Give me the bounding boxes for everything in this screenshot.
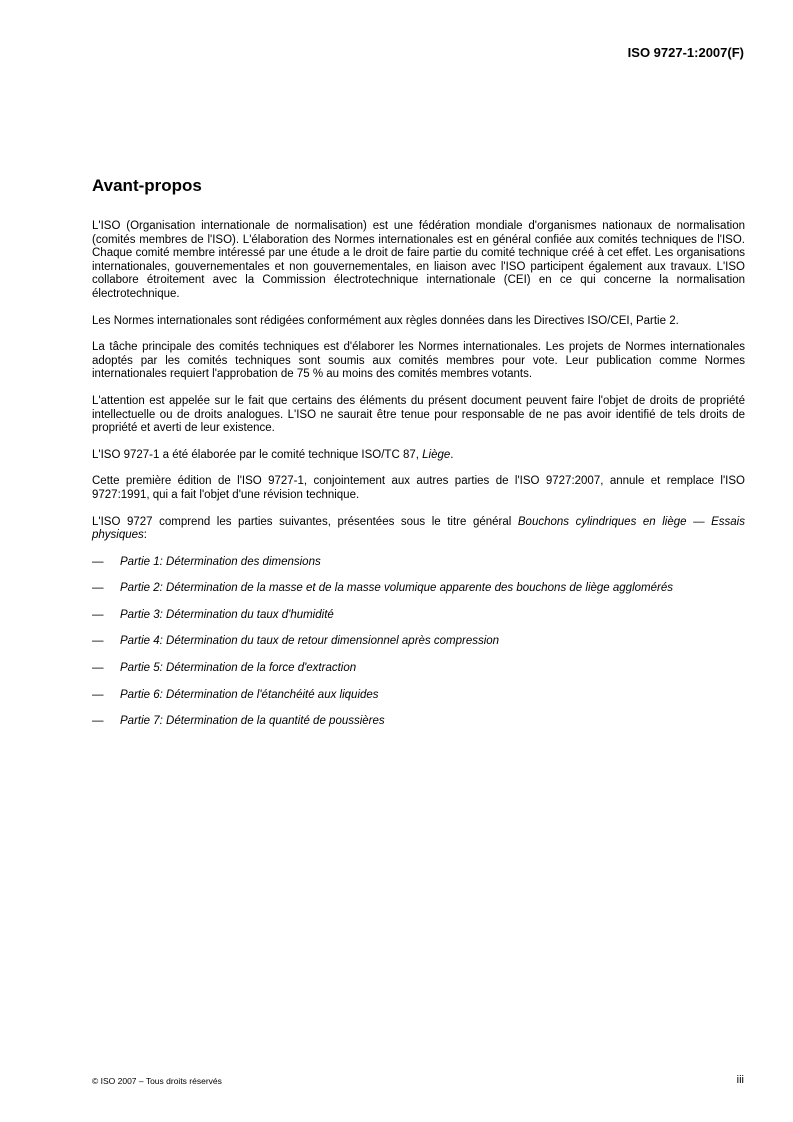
part-5-title: Partie 5: Détermination de la force d'extraction [120, 662, 357, 675]
list-dash: — [92, 608, 104, 621]
document-id: ISO 9727-1:2007(F) [627, 45, 744, 60]
page-title: Avant-propos [92, 176, 202, 195]
parts-intro-suffix: : [143, 529, 147, 542]
part-2-title: Partie 2: Détermination de la masse et de la masse volumique apparente des bouchons de liège agglomérés [120, 582, 673, 595]
paragraph-patent-notice: L'attention est appelée sur le fait que certains des éléments du présent document peuvent faire l'objet de droits de propriété intellectuelle ou de droits analogues. L'ISO ne saurait être tenue pour responsable de ne pas avoir identifié de tels droits de propriété et averti de leur existence. [92, 394, 745, 435]
list-dash: — [92, 582, 104, 595]
list-dash: — [92, 688, 104, 701]
part-1-title: Partie 1: Détermination des dimensions [120, 555, 321, 568]
paragraph-prepared-by [92, 449, 745, 463]
list-dash: — [92, 635, 104, 648]
list-item [92, 662, 745, 676]
part-6-title: Partie 6: Détermination de l'étanchéité aux liquides [120, 688, 379, 701]
paragraph-edition: Cette première édition de l'ISO 9727-1, conjointement aux autres parties de l'ISO 9727:2007, annule et remplace l'ISO 9727:1991, qui a fait l'objet d'une révision technique. [92, 475, 745, 501]
prepared-by-text: L'ISO 9727-1 a été élaborée par le comité technique ISO/TC 87, [92, 448, 423, 461]
list-item [92, 609, 745, 623]
paragraph-parts-intro [92, 516, 745, 543]
parts-list [92, 556, 745, 729]
general-title: Bouchons cylindriques en liège — Essais physiques [92, 515, 745, 542]
list-dash: — [92, 662, 104, 675]
prepared-by-suffix: . [450, 448, 454, 461]
list-item [92, 556, 745, 570]
parts-intro-text: L'ISO 9727 comprend les parties suivantes, présentées sous le titre général [92, 515, 518, 528]
paragraph-directives: Les Normes internationales sont rédigées conformément aux règles données dans les Directives ISO/CEI, Partie 2. [92, 314, 679, 327]
page-number: iii [736, 1074, 744, 1086]
list-dash: — [92, 715, 104, 728]
part-7-title: Partie 7: Détermination de la quantité de poussières [120, 715, 385, 728]
part-3-title: Partie 3: Détermination du taux d'humidité [120, 608, 334, 621]
list-dash: — [92, 555, 104, 568]
list-item [92, 715, 745, 729]
committee-name: Liège [422, 448, 451, 461]
list-item [92, 582, 745, 596]
list-item [92, 635, 745, 649]
list-item [92, 689, 745, 703]
part-4-title: Partie 4: Détermination du taux de retour dimensionnel après compression [120, 635, 500, 648]
foreword-body [92, 220, 745, 742]
copyright-notice: © ISO 2007 – Tous droits réservés [92, 1076, 222, 1086]
paragraph-technical-committees: La tâche principale des comités techniques est d'élaborer les Normes internationales. Les projets de Normes internationales adoptés par les comités techniques sont soumis aux comités membres pour vote. Leur publication comme Normes internationales requiert l'approbation de 75 % au moins des comités membres votants. [92, 341, 745, 381]
paragraph-iso-description: L'ISO (Organisation internationale de normalisation) est une fédération mondiale d'organismes nationaux de normalisation (comités membres de l'ISO). L'élaboration des Normes internationales est en général confiée aux comités techniques de l'ISO. Chaque comité membre intéressé par une étude a le droit de faire partie du comité technique créé à cet effet. Les organisations internationales, gouvernementales et non gouvernementales, en liaison avec l'ISO participent également aux travaux. L'ISO collabore étroitement avec la Commission électrotechnique internationale (CEI) en ce qui concerne la normalisation électrotechnique. [92, 220, 745, 300]
